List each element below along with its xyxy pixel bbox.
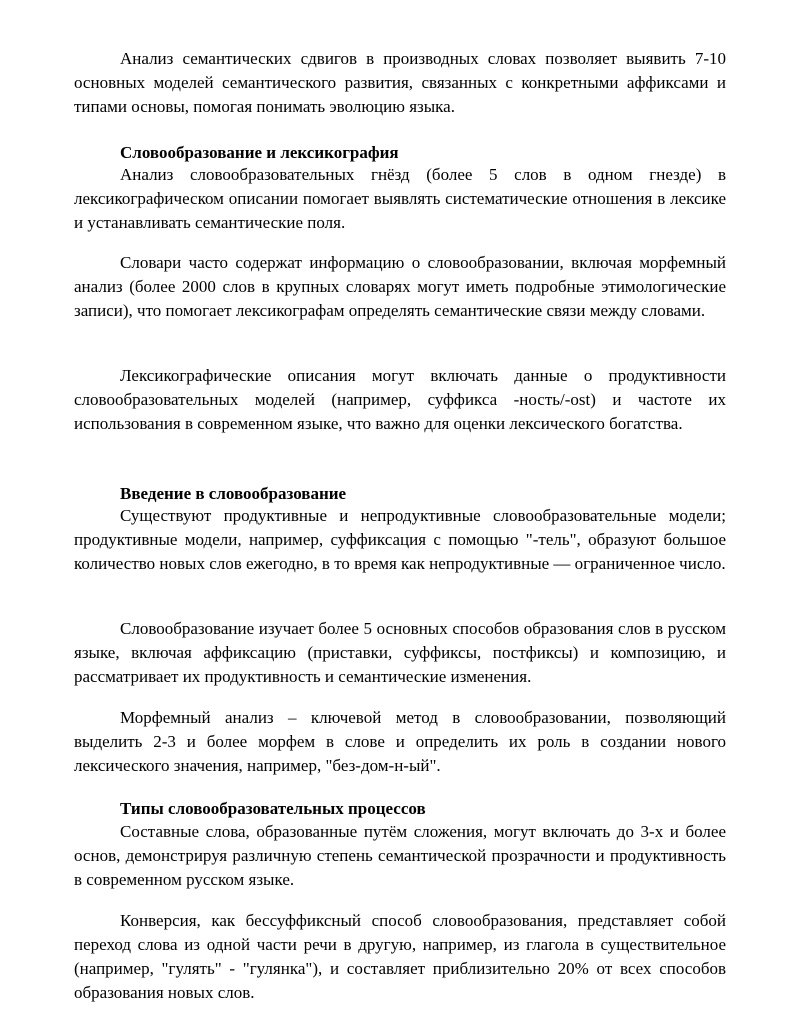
heading-intro-word-formation: Введение в словообразование xyxy=(120,484,347,503)
paragraph-dictionaries: Словари часто содержат информацию о словообразовании, включая морфемный анализ (более 2000 слов в крупных словарях могут иметь подробные этимологические записи), что помогает лексикографам определять семантические связи между словами. xyxy=(74,253,726,320)
heading-word-formation-lexicography: Словообразование и лексикография xyxy=(120,143,399,162)
paragraph-word-families: Анализ словообразовательных гнёзд (более 5 слов в одном гнезде) в лексикографическом описании помогает выявлять систематические отношения в лексике и устанавливать семантические поля. xyxy=(74,165,726,232)
paragraph-morpheme-analysis: Морфемный анализ – ключевой метод в словообразовании, позволяющий выделить 2-3 и более морфем в слове и определить их роль в создании нового лексического значения, например, "без-дом-н-ый". xyxy=(74,708,726,775)
paragraph-productive-models: Существуют продуктивные и непродуктивные словообразовательные модели; продуктивные модели, например, суффиксация с помощью "-тель", образуют большое количество новых слов ежегодно, в то время как непродуктивные — ограниченное число. xyxy=(74,506,726,573)
paragraph-methods: Словообразование изучает более 5 основных способов образования слов в русском языке, включая аффиксацию (приставки, суффиксы, постфиксы) и композицию, и рассматривает их продуктивность и семантические изменения. xyxy=(74,619,726,686)
paragraph-compounds: Составные слова, образованные путём сложения, могут включать до 3-х и более основ, демонстрируя различную степень семантической прозрачности и продуктивность в современном русском языке. xyxy=(74,822,726,889)
paragraph-semantic-shifts: Анализ семантических сдвигов в производных словах позволяет выявить 7-10 основных моделей семантического развития, связанных с конкретными аффиксами и типами основы, помогая понимать эволюцию языка. xyxy=(74,49,726,116)
paragraph-conversion: Конверсия, как бессуффиксный способ словообразования, представляет собой переход слова из одной части речи в другую, например, из глагола в существительное (например, "гулять" - "гулянка"), и составляет приблизительно 20% от всех способов образования новых слов. xyxy=(74,911,726,1002)
heading-types-processes: Типы словообразовательных процессов xyxy=(120,799,426,818)
paragraph-lexicographic-descriptions: Лексикографические описания могут включать данные о продуктивности словообразовательных моделей (например, суффикса -ность/-ost) и частоте их использования в современном языке, что важно для оценки лексического богатства. xyxy=(74,366,726,433)
